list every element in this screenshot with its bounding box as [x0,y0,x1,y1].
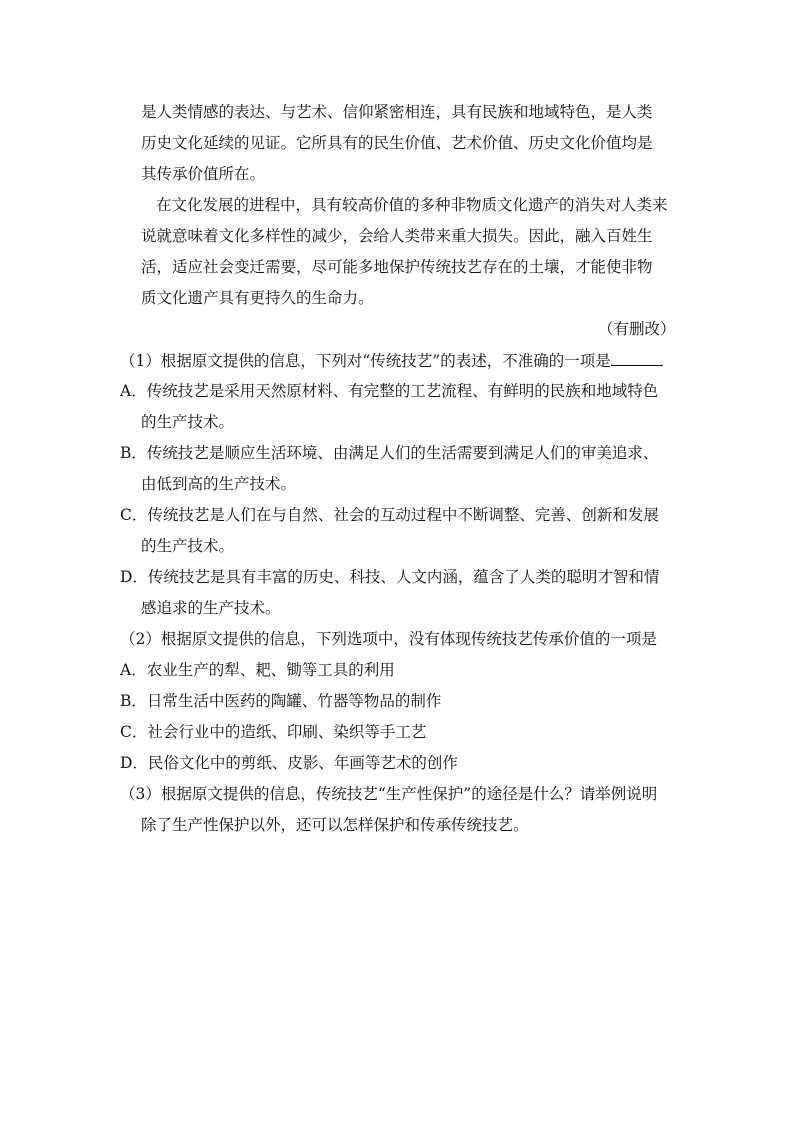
question-1-stem-text: （1）根据原文提供的信息，下列对“传统技艺”的表述，不准确的一项是 [120,352,611,370]
question-1-stem [120,350,663,371]
passage-para2-line2: 说就意味着文化多样性的减少，会给人类带来重大损失。因此，融入百姓生 [141,227,653,245]
passage-para2-line1: 在文化发展的进程中，具有较高价值的多种非物质文化遗产的消失对人类来 [156,196,668,214]
q1-option-d-line2: 感追求的生产技术。 [141,599,281,617]
q1-option-a-line2: 的生产技术。 [141,413,235,431]
question-2-stem: （2）根据原文提供的信息，下列选项中，没有体现传统技艺传承价值的一项是 [120,630,657,648]
passage-para2-line4: 质文化遗产具有更持久的生命力。 [141,289,374,307]
passage-para1-line1: 是人类情感的表达、与艺术、信仰紧密相连，具有民族和地域特色，是人类 [141,103,653,121]
q1-option-b-line2: 由低到高的生产技术。 [141,475,297,493]
q2-option-d: D．民俗文化中的剪纸、皮影、年画等艺术的创作 [120,754,458,772]
q1-option-c-line2: 的生产技术。 [141,537,235,555]
source-note: （有删改） [598,320,676,338]
q2-option-a: A．农业生产的犁、耙、锄等工具的利用 [120,661,395,679]
q2-option-c: C．社会行业中的造纸、印刷、染织等手工艺 [120,723,427,741]
q1-option-c-line1: C．传统技艺是人们在与自然、社会的互动过程中不断调整、完善、创新和发展 [120,506,659,524]
passage-para1-line3: 其传承价值所在。 [141,165,266,183]
q2-option-b: B．日常生活中医药的陶罐、竹器等物品的制作 [120,692,442,710]
question-3-line1: （3）根据原文提供的信息，传统技艺“生产性保护”的途径是什么？请举例说明 [120,785,658,803]
passage-para1-line2: 历史文化延续的见证。它所具有的民生价值、艺术价值、历史文化价值均是 [141,134,653,152]
question-3-line2: 除了生产性保护以外，还可以怎样保护和传承传统技艺。 [141,816,529,834]
q1-option-a-line1: A．传统技艺是采用天然原材料、有完整的工艺流程、有鲜明的民族和地域特色 [120,382,659,400]
passage-para2-line3: 活，适应社会变迁需要，尽可能多地保护传统技艺存在的土壤，才能使非物 [141,258,653,276]
answer-blank [611,350,663,366]
q1-option-b-line1: B．传统技艺是顺应生活环境、由满足人们的生活需要到满足人们的审美追求、 [120,444,659,462]
q1-option-d-line1: D．传统技艺是具有丰富的历史、科技、人文内涵，蕴含了人类的聪明才智和情 [120,568,660,586]
